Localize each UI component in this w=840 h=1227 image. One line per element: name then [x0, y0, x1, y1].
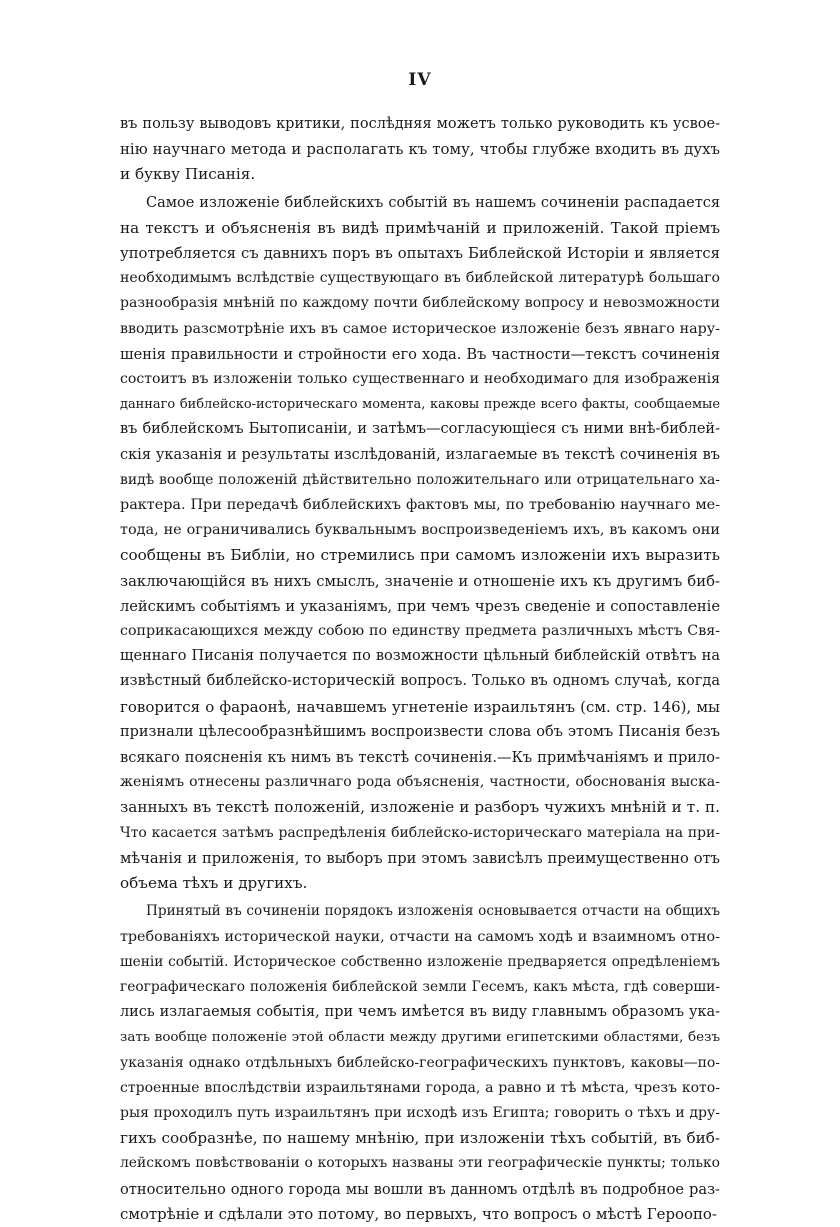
- text-line: всякаго поясненія къ нимъ въ текстѣ сочиненія.—Къ примѣчаніямъ и прило-: [120, 749, 720, 767]
- text-line: женіямъ отнесены различнаго рода объясненія, частности, обоснованія выска-: [120, 774, 720, 791]
- text-line: географическаго положенія библейской земли Гесемъ, какъ мѣста, гдѣ соверши-: [120, 978, 720, 995]
- text-line: требованіяхъ исторической науки, отчасти на самомъ ходѣ и взаимномъ отно-: [120, 928, 720, 945]
- text-line: тода, не ограничивались буквальнымъ воспроизведеніемъ ихъ, въ какомъ они: [120, 522, 720, 539]
- text-line: соприкасающихся между собою по единству предмета различныхъ мѣстъ Свя-: [120, 623, 720, 640]
- text-line: въ пользу выводовъ критики, послѣдняя можетъ только руководить къ усвое-: [120, 116, 720, 132]
- paragraph: [120, 899, 720, 1227]
- text-line: относительно одного города мы вошли въ данномъ отдѣлѣ въ подробное раз-: [120, 1180, 720, 1198]
- text-line: мѣчанія и приложенія, то выборъ при этомъ зависѣлъ преимущественно отъ: [120, 849, 720, 867]
- text-line: Самое изложеніе библейскихъ событій въ нашемъ сочиненіи распадается: [146, 194, 720, 211]
- text-line: скія указанія и результаты изслѣдованій, излагаемые въ текстѣ сочиненія въ: [120, 446, 720, 463]
- text-line: видѣ вообще положеній дѣйствительно положительнаго или отрицательнаго ха-: [120, 471, 720, 488]
- text-line: лись излагаемыя событія, при чемъ имѣется въ виду главнымъ образомъ ука-: [120, 1004, 720, 1021]
- text-line: указанія однако отдѣльныхъ библейско-географическихъ пунктовъ, каковы—по-: [120, 1054, 720, 1071]
- text-line: въ библейскомъ Бытописаніи, и затѣмъ—согласующіеся съ ними внѣ-библей-: [120, 421, 720, 438]
- text-line: щеннаго Писанія получается по возможности цѣльный библейскій отвѣтъ на: [120, 648, 720, 665]
- text-line: шенія правильности и стройности его хода. Въ частности—текстъ сочиненія: [120, 345, 720, 363]
- text-line: лейскимъ событіямъ и указаніямъ, при чемъ чрезъ сведеніе и сопоставленіе: [120, 597, 720, 615]
- text-line: зать вообще положеніе этой области между другими египетскими областями, безъ: [120, 1030, 720, 1046]
- text-line: лейскомъ повѣствованіи о которыхъ названы эти географическіе пункты; только: [120, 1155, 720, 1172]
- text-line: разнообразія мнѣній по каждому почти библейскому вопросу и невозможности: [120, 295, 720, 312]
- text-line: занныхъ въ текстѣ положеній, изложеніе и разборъ чужихъ мнѣній и т. п.: [120, 798, 720, 817]
- text-line: Принятый въ сочиненіи порядокъ изложенія основывается отчасти на общихъ: [146, 903, 720, 920]
- text-line: вводить разсмотрѣніе ихъ въ самое историческое изложеніе безъ явнаго нару-: [120, 320, 720, 337]
- text-line: заключающійся въ нихъ смыслъ, значеніе и отношеніе ихъ къ другимъ биб-: [120, 572, 720, 590]
- text-line: даннаго библейско-историческаго момента, каковы прежде всего факты, сообщаемые: [120, 397, 720, 413]
- text-line: состоитъ въ изложеніи только существеннаго и необходимаго для изображенія: [120, 371, 720, 388]
- paragraph: [120, 112, 720, 188]
- text-body: [120, 112, 720, 1227]
- text-line: шеніи событій. Историческое собственно изложеніе предваряется опредѣленіемъ: [120, 953, 720, 970]
- text-line: рактера. При передачѣ библейскихъ фактовъ мы, по требованію научнаго ме-: [120, 497, 720, 514]
- text-line: нію научнаго метода и располагать къ тому, чтобы глубже входить въ духъ: [120, 140, 720, 159]
- text-line: сообщены въ Библіи, но стремились при самомъ изложеніи ихъ выразить: [120, 546, 720, 565]
- paragraph: [120, 191, 720, 897]
- text-line: гихъ сообразнѣе, по нашему мнѣнію, при изложеніи тѣхъ событій, въ биб-: [120, 1129, 720, 1148]
- text-line: употребляется съ давнихъ поръ въ опытахъ Библейской Исторіи и является: [120, 245, 720, 263]
- text-line: строенные впослѣдствіи израильтянами города, а равно и тѣ мѣста, чрезъ кото-: [120, 1079, 720, 1096]
- text-line: рыя проходилъ путь израильтянъ при исходѣ изъ Египта; говорить о тѣхъ и дру-: [120, 1104, 720, 1121]
- text-line: Что касается затѣмъ распредѣленія библейско-историческаго матеріала на при-: [120, 824, 720, 841]
- text-line: говорится о фараонѣ, начавшемъ угнетеніе израильтянъ (см. стр. 146), мы: [120, 697, 720, 716]
- text-line: необходимымъ вслѣдствіе существующаго въ библейской литературѣ большаго: [120, 270, 720, 287]
- book-page: [120, 70, 720, 1227]
- text-line: объема тѣхъ и другихъ.: [120, 874, 308, 893]
- text-line: признали цѣлесообразнѣйшимъ воспроизвести слова объ этомъ Писанія безъ: [120, 723, 720, 740]
- text-line: извѣстный библейско-историческій вопросъ. Только въ одномъ случаѣ, когда: [120, 673, 720, 690]
- text-line: смотрѣніе и сдѣлали это потому, во первыхъ, что вопросъ о мѣстѣ Героопо-: [120, 1204, 717, 1223]
- text-line: на текстъ и объясненія въ видѣ примѣчаній и приложеній. Такой пріемъ: [120, 218, 720, 237]
- page-number: IV: [408, 70, 432, 90]
- text-line: и букву Писанія.: [120, 165, 256, 184]
